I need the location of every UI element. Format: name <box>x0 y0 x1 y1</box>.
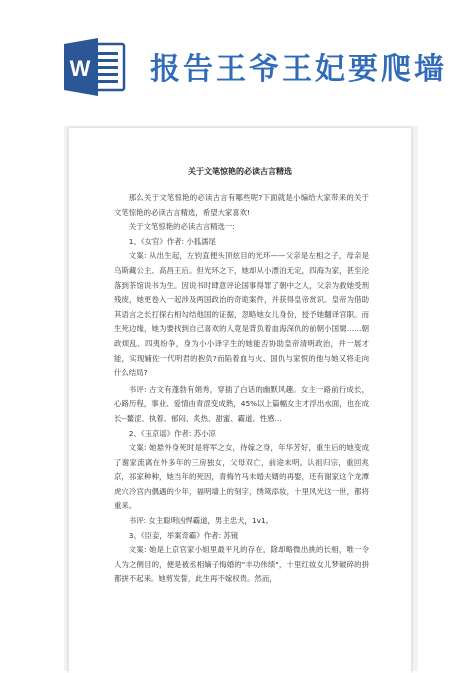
paragraph-book-2-review: 书评: 女主聪明凶悍霸道，男主忠犬，1v1。 <box>128 516 274 526</box>
paragraph-book-1-synopsis: 文案: 从出生起，左钧直便头顶炫目的光环——父亲是左相之子，母亲是乌斯藏公主、高昌王后。但光环之下，她却从小漂泊无定，四海为家，甚至沦落到茶馆说书为生。因说书时肆意评论国事得罪了朝中之人，父亲为救她受刑残废，她更卷入一起涉及两国政治的奇诡案件，并获得皇帝赏识。皇帝为借助其语言之长打探右相勾结他国的证据，忽略她女儿身份，授予她翻译官职。而生死边缘，她为要找到自己喜欢的人竟是背负着血海深仇的前朝小国舅……朝政烦乱、四夷纷争，身为小小译字生的她能否协助皇帝清明政治，并一展才能，实现辅佐一代明君的抱负?而陷着血与火、国仇与家恨的他与她又将走向什么结局? <box>114 251 369 378</box>
paragraph-book-2-title: 2、《玉京谣》作者: 苏小凉 <box>128 428 216 438</box>
word-logo-letter: W <box>69 56 91 81</box>
document-title: 关于文笔惊艳的必读古言精选 <box>188 167 292 176</box>
paragraph-section-heading: 关于文笔惊艳的必读古言精选一: <box>128 222 235 232</box>
document-body <box>69 191 411 587</box>
banner-title: 报告王爷王妃要爬墙 <box>150 52 447 87</box>
word-document-icon <box>64 38 126 96</box>
paragraph-book-3-title: 3、《臣妾，举案奇霸》作者: 苏镜 <box>128 530 239 540</box>
paragraph-book-2-synopsis: 文案: 她悬外身死时是将军之女，待嫁之身，年华芳好，重生后的她变成了谢家流离在外多年的三房独女，父母双亡，前途未明。认祖归宗，重回兆京，祁家种种，她当年的死因，青梅竹马未婚夫婿的再娶，还有谢家这个龙潭虎穴冷宫内偶遇的少年，福明墙上的刻字，绣鸳添妆，十里风光这一世，都将重来。 <box>114 443 369 511</box>
paragraph-book-1-title: 1、《女官》作者: 小狐濡尾 <box>128 236 216 246</box>
header-banner <box>0 0 474 118</box>
document-page <box>69 128 411 673</box>
paragraph-book-3-synopsis: 文案: 她是上京官家小姐里最平凡的存在，除却略微出挑的长相，唯一令人为之侧目的，便是被丞相嫡子悔婚的"丰功伟绩"，十里红妆女儿梦破碎的拼都拼不起来。她剪发誓，此生再不嫁权贵。然而， <box>114 545 369 584</box>
paragraph-book-1-review: 书评: 古文有蓬勃有娟秀，穿插了白话的幽默风趣。女主一路前行成长，心路历程，事业、爱情由青涩变成熟，45%以上篇幅女主才浮出水面，也在成长--鳌涩、执着、郁闷、炙热、甜蜜、霸道、性感... <box>114 384 369 423</box>
paragraph-intro: 那么关于文笔惊艳的必读古言有哪些呢?下面就是小编给大家带来的关于文笔惊艳的必读古言精选，希望大家喜欢! <box>114 193 369 217</box>
